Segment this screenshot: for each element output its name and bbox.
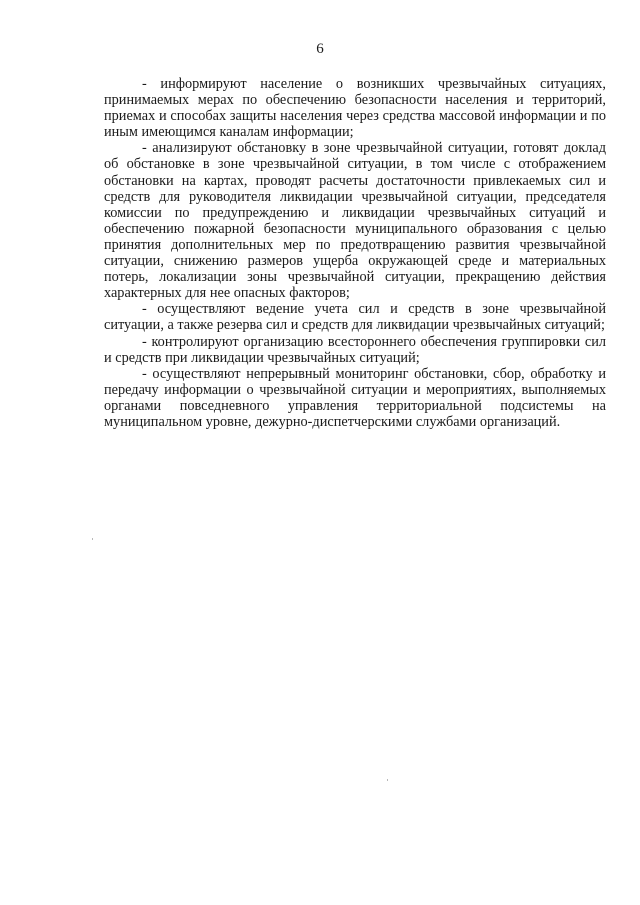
scan-speck: [92, 538, 93, 540]
paragraph-monitoring: - осуществляют непрерывный мониторинг обстановки, сбор, обработку и передачу информации о чрезвычайной ситуации и мероприятиях, выполняемых органами повседневного управления территориальной подсистемы на муниципальном уровне, дежурно-диспетчерскими службами организаций.: [104, 365, 606, 430]
scan-speck: [387, 779, 388, 781]
paragraph-analyze-situation: - анализируют обстановку в зоне чрезвычайной ситуации, готовят доклад об обстановке в зоне чрезвычайной ситуации, в том числе с отображением обстановки на картах, проводят расчеты достаточности привлекаемых сил и средств для руководителя ликвидации чрезвычайной ситуации, председателя комиссии по предупреждению и ликвидации чрезвычайных ситуаций и обеспечению пожарной безопасности муниципального образования с целью принятия дополнительных мер по предотвращению развития чрезвычайной ситуации, снижению размеров ущерба окружающей среде и материальных потерь, локализации зоны чрезвычайной ситуации, прекращению действия характерных для нее опасных факторов;: [104, 140, 606, 302]
paragraph-accounting-forces: - осуществляют ведение учета сил и средств в зоне чрезвычайной ситуации, а также резерва сил и средств для ликвидации чрезвычайных ситуаций;: [104, 301, 606, 334]
paragraph-inform-population: - информируют население о возникших чрезвычайных ситуациях, принимаемых мерах по обеспечению безопасности населения и территорий, приемах и способах защиты населения через средства массовой информации и по иным имеющимся каналам информации;: [104, 76, 606, 141]
paragraph-control-support: - контролируют организацию всестороннего обеспечения группировки сил и средств при ликвидации чрезвычайных ситуаций;: [104, 333, 606, 366]
document-body: [104, 76, 606, 430]
page-number: 6: [316, 41, 324, 57]
